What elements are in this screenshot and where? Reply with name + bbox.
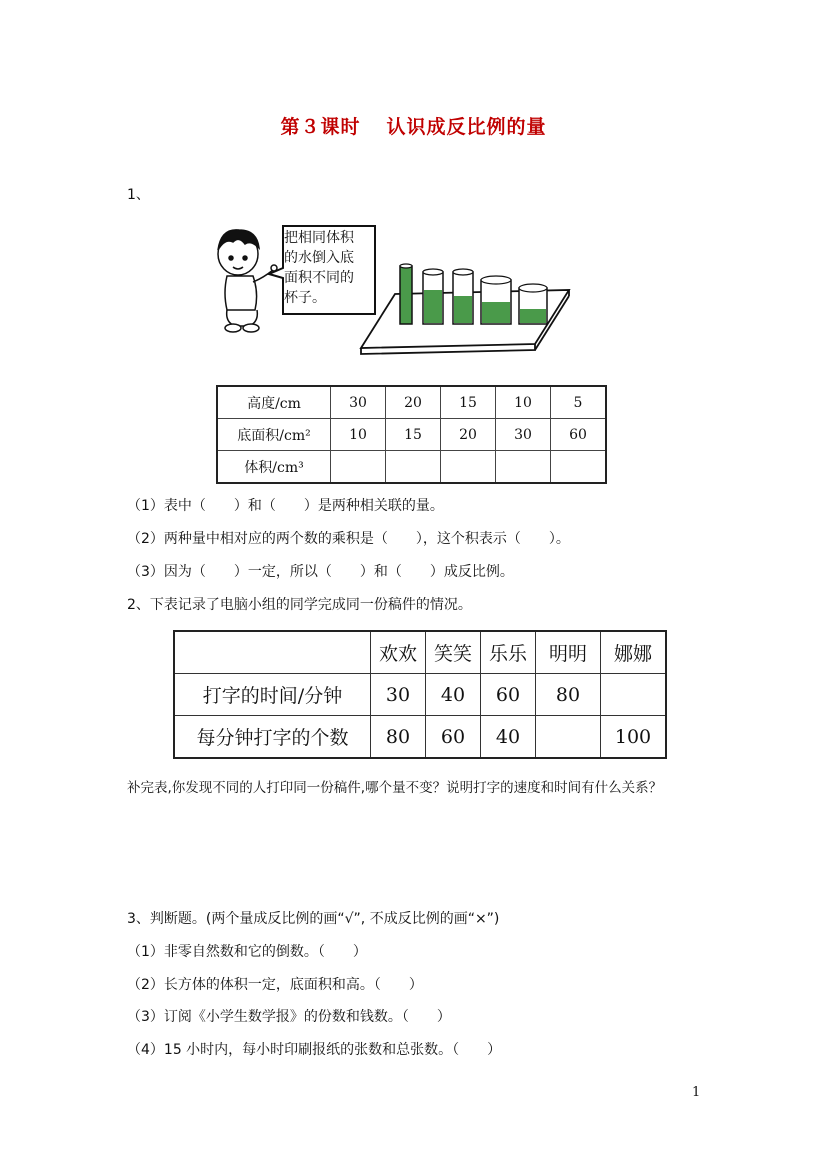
q3-intro: 3、判断题。(两个量成反比例的画“√”, 不成反比例的画“×”) — [127, 911, 500, 927]
height-cell: 30 — [331, 386, 386, 419]
speech-line: 把相同体积 — [284, 230, 354, 246]
q2-prompt: 补完表,你发现不同的人打印同一份稿件,哪个量不变？说明打字的速度和时间有什么关系？ — [127, 780, 663, 796]
row-label-speed: 每分钟打字的个数 — [174, 716, 371, 759]
q3-item: （4）15 小时内，每小时印刷报纸的张数和总张数。（ ） — [127, 1042, 502, 1058]
row-label-time: 打字的时间/分钟 — [174, 674, 371, 716]
volume-answer-cell[interactable] — [441, 451, 496, 484]
table-row — [217, 386, 606, 419]
table-row — [174, 674, 666, 716]
height-cell: 10 — [496, 386, 551, 419]
volume-answer-cell[interactable] — [551, 451, 607, 484]
speech-line: 的水倒入底 — [284, 250, 354, 266]
height-cell: 15 — [441, 386, 496, 419]
row-label-height: 高度/cm — [217, 386, 331, 419]
table-row — [217, 419, 606, 451]
lesson-number: 第３课时 — [280, 116, 361, 138]
q3-item: （1）非零自然数和它的倒数。（ ） — [127, 944, 367, 960]
row-label-volume: 体积/cm³ — [217, 451, 331, 484]
cups-icon — [361, 264, 569, 354]
header-empty-cell — [174, 631, 371, 674]
name-header: 欢欢 — [371, 631, 426, 674]
q3-item: （3）订阅《小学生数学报》的份数和钱数。（ ） — [127, 1009, 451, 1025]
name-header: 乐乐 — [481, 631, 536, 674]
volume-answer-cell[interactable] — [496, 451, 551, 484]
area-cell: 30 — [496, 419, 551, 451]
time-cell: 80 — [536, 674, 601, 716]
time-cell: 60 — [481, 674, 536, 716]
height-cell: 5 — [551, 386, 607, 419]
table-row — [174, 631, 666, 674]
page-number: 1 — [692, 1085, 701, 1100]
q2-intro: 2、下表记录了电脑小组的同学完成同一份稿件的情况。 — [127, 597, 472, 613]
speech-line: 杯子。 — [284, 290, 326, 306]
area-cell: 60 — [551, 419, 607, 451]
height-cell: 20 — [386, 386, 441, 419]
q1-sub2: （2）两种量中相对应的两个数的乘积是（ ），这个积表示（ ）。 — [127, 531, 570, 547]
area-cell: 10 — [331, 419, 386, 451]
table-row — [174, 716, 666, 759]
name-header: 笑笑 — [426, 631, 481, 674]
area-cell: 15 — [386, 419, 441, 451]
q1-sub3: （3）因为（ ）一定，所以（ ）和（ ）成反比例。 — [127, 564, 514, 580]
page-title — [0, 112, 827, 139]
speed-cell: 60 — [426, 716, 481, 759]
q1-number: 1、 — [127, 187, 150, 203]
time-cell: 30 — [371, 674, 426, 716]
q1-sub1: （1）表中（ ）和（ ）是两种相关联的量。 — [127, 498, 444, 514]
speech-line: 面积不同的 — [284, 270, 354, 286]
time-cell: 40 — [426, 674, 481, 716]
name-header: 明明 — [536, 631, 601, 674]
lesson-topic: 认识成反比例的量 — [386, 116, 547, 138]
area-cell: 20 — [441, 419, 496, 451]
speed-answer-cell[interactable] — [536, 716, 601, 759]
name-header: 娜娜 — [601, 631, 667, 674]
table-row — [217, 451, 606, 484]
q3-item: （2）长方体的体积一定，底面积和高。（ ） — [127, 977, 423, 993]
boy-icon — [218, 230, 277, 332]
time-answer-cell[interactable] — [601, 674, 667, 716]
cups-illustration — [205, 218, 585, 358]
speed-cell: 40 — [481, 716, 536, 759]
row-label-area: 底面积/cm² — [217, 419, 331, 451]
speed-cell: 80 — [371, 716, 426, 759]
volume-table — [216, 385, 607, 484]
volume-answer-cell[interactable] — [386, 451, 441, 484]
speed-cell: 100 — [601, 716, 667, 759]
volume-answer-cell[interactable] — [331, 451, 386, 484]
speech-bubble-text — [284, 228, 354, 308]
typing-table — [173, 630, 667, 759]
